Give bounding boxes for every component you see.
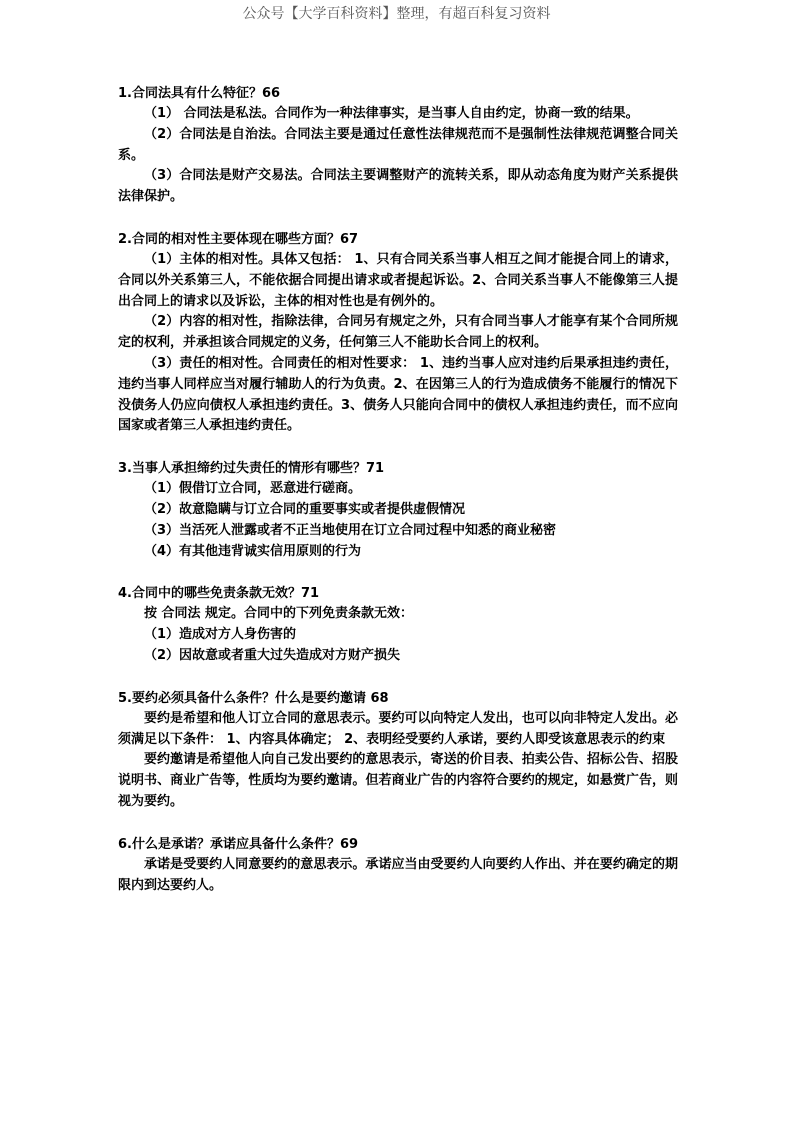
question-title: 5.要约必须具备什么条件？什么是要约邀请 68 <box>118 690 389 706</box>
question-5 <box>118 688 678 813</box>
question-4 <box>118 583 678 666</box>
answer-paragraph: 要约是希望和他人订立合同的意思表示。要约可以向特定人发出，也可以向非特定人发出。必须满足以下条件： 1、内容具体确定； 2、表明经受要约人承诺，要约人即受该意思表示的约束 <box>118 710 678 747</box>
list-item: （4）有其他违背诚实信用原则的行为 <box>144 543 362 559</box>
list-item: （2）因故意或者重大过失造成对方财产损失 <box>144 647 401 663</box>
list-item: （1）造成对方人身伤害的 <box>144 627 297 643</box>
question-1 <box>118 83 678 208</box>
question-2 <box>118 229 678 437</box>
answer-paragraph: 承诺是受要约人同意要约的意思表示。承诺应当由受要约人向要约人作出、并在要约确定的期限内到达要约人。 <box>118 856 678 893</box>
answer-paragraph: （2）内容的相对性，指除法律，合同另有规定之外，只有合同当事人才能享有某个合同所规定的权利，并承担该合同规定的义务，任何第三人不能助长合同上的权利。 <box>118 314 678 351</box>
answer-paragraph: （2）合同法是自治法。合同法主要是通过任意性法律规范而不是强制性法律规范调整合同关系。 <box>118 126 678 163</box>
answer-intro: 按 合同法 规定。合同中的下列免责条款无效： <box>144 606 414 622</box>
question-title: 4.合同中的哪些免责条款无效？71 <box>118 586 320 602</box>
document-body <box>118 83 678 917</box>
answer-paragraph: （1） 合同法是私法。合同作为一种法律事实，是当事人自由约定，协商一致的结果。 <box>144 106 639 121</box>
answer-paragraph: 要约邀请是希望他人向自己发出要约的意思表示，寄送的价目表、拍卖公告、招标公告、招股说明书、商业广告等，性质均为要约邀请。但若商业广告的内容符合要约的规定，如悬赏广告，则视为要约。 <box>118 752 678 809</box>
list-item: （2）故意隐瞒与订立合同的重要事实或者提供虚假情况 <box>144 501 466 517</box>
question-6 <box>118 834 678 897</box>
question-title: 1.合同法具有什么特征？66 <box>118 86 281 101</box>
answer-paragraph: （3）合同法是财产交易法。合同法主要调整财产的流转关系，即从动态角度为财产关系提供法律保护。 <box>118 168 678 205</box>
question-title: 2.合同的相对性主要体现在哪些方面？67 <box>118 231 359 247</box>
page-header: 公众号【大学百科资料】整理，有超百科复习资料 <box>242 6 551 22</box>
question-title: 3.当事人承担缔约过失责任的情形有哪些？71 <box>118 461 385 477</box>
list-item: （3）当活死人泄露或者不正当地使用在订立合同过程中知悉的商业秘密 <box>144 522 557 538</box>
answer-paragraph: （1）主体的相对性。具体又包括： 1、只有合同关系当事人相互之间才能提合同上的请求，合同以外关系第三人，不能依据合同提出请求或者提起诉讼。2、合同关系当事人不能像第三人提出合同上的请求以及诉讼，主体的相对性也是有例外的。 <box>118 251 678 309</box>
list-item: （1）假借订立合同，恶意进行磋商。 <box>144 481 362 497</box>
answer-paragraph: （3）责任的相对性。合同责任的相对性要求： 1、违约当事人应对违约后果承担违约责任，违约当事人同样应当对履行辅助人的行为负责。2、在因第三人的行为造成债务不能履行的情况下没债务人仍应向债权人承担违约责任。3、债务人只能向合同中的债权人承担违约责任，而不应向国家或者第三人承担违约责任。 <box>118 355 678 434</box>
question-3 <box>118 458 678 562</box>
question-title: 6.什么是承诺？承诺应具备什么条件？69 <box>118 836 359 852</box>
